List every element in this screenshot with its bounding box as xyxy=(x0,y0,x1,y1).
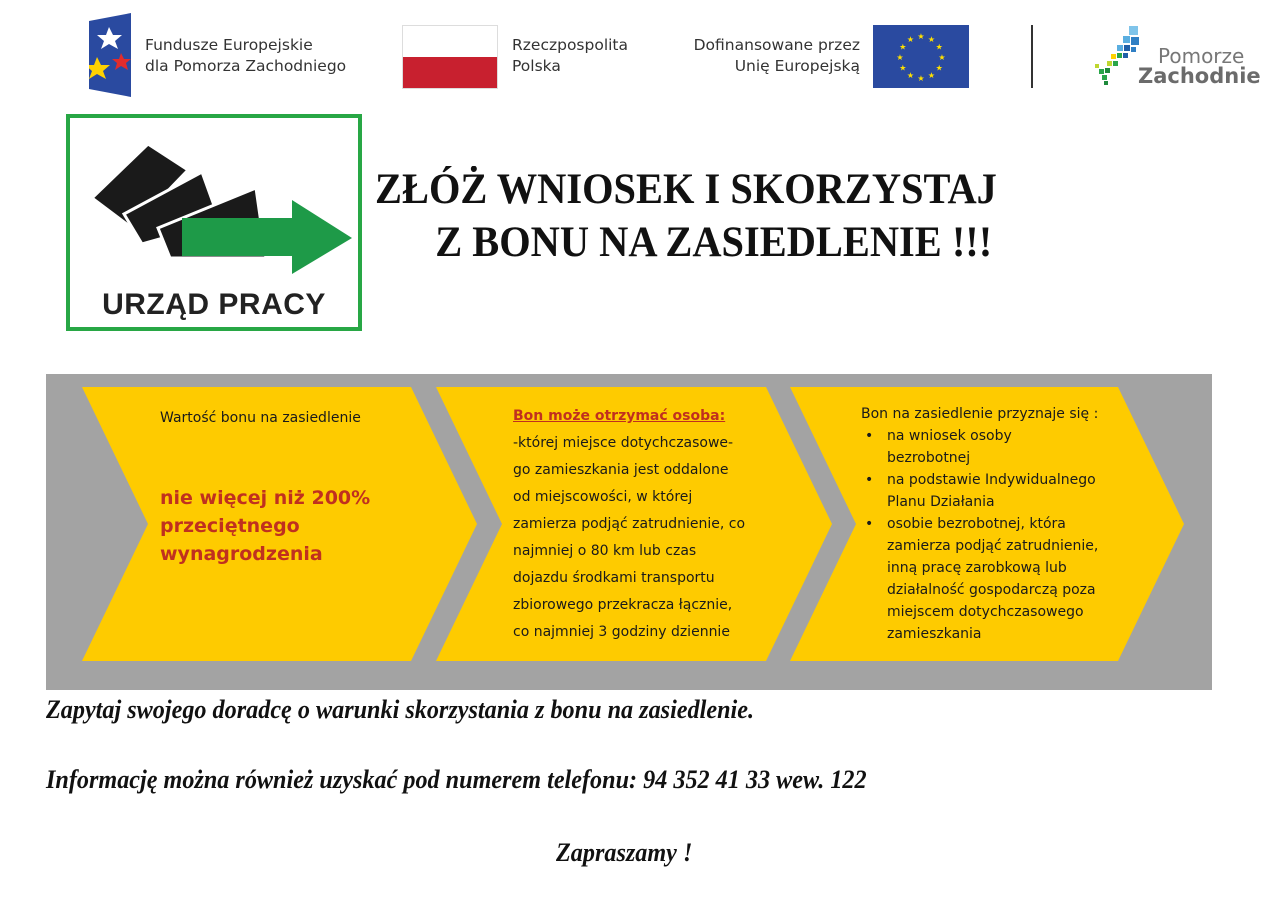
svg-text:★: ★ xyxy=(917,74,925,83)
panel-2-line: zbiorowego przekracza łącznie, xyxy=(513,597,733,613)
svg-text:★: ★ xyxy=(938,53,946,62)
eu-cofinanced-text xyxy=(665,35,860,77)
poland-line-1: Rzeczpospolita xyxy=(512,36,629,54)
header-divider xyxy=(1031,25,1033,88)
list-item: • na wniosek osoby bezrobotnej xyxy=(861,425,1161,469)
panel-2-line: dojazdu środkami transportu xyxy=(513,570,715,586)
panel-2 xyxy=(513,403,813,646)
list-item: • osobie bezrobotnej, która zamierza podjąć zatrudnienie, inną pracę zarobkową lub działalność gospodarczą poza miejscem dotychczasowego zamieszkania xyxy=(861,513,1161,645)
pomorze-zachodnie-text xyxy=(1138,44,1261,88)
panel-3 xyxy=(861,403,1161,645)
funds-line-1: Fundusze Europejskie xyxy=(145,36,313,54)
panel-2-line: -której miejsce dotychczasowe- xyxy=(513,435,734,451)
phone-info-text: Informację można również uzyskać pod numerem telefonu: 94 352 41 33 wew. 122 xyxy=(46,765,867,794)
panel-3-list xyxy=(861,425,1161,645)
svg-text:★: ★ xyxy=(899,42,907,52)
region-line-1: Pomorze xyxy=(1158,44,1245,68)
panel-3-title: Bon na zasiedlenie przyznaje się : xyxy=(861,406,1099,422)
headline-line-1: ZŁÓŻ WNIOSEK I SKORZYSTAJ xyxy=(375,166,997,213)
panel-2-line: od miejscowości, w której xyxy=(513,489,693,505)
rzeczpospolita-text xyxy=(512,35,628,77)
svg-text:★: ★ xyxy=(899,63,907,73)
highlight-line: wynagrodzenia xyxy=(160,543,323,565)
panel-1-title: Wartość bonu na zasiedlenie xyxy=(160,410,361,426)
panel-1-highlight xyxy=(160,484,370,568)
panel-2-line: co najmniej 3 godziny dziennie xyxy=(513,624,730,640)
fundusze-europejskie-logo-icon xyxy=(89,13,131,97)
svg-text:★: ★ xyxy=(906,34,915,44)
ask-advisor-text: Zapytaj swojego doradcę o warunki skorzystania z bonu na zasiedlenie. xyxy=(46,695,755,724)
highlight-line: przeciętnego xyxy=(160,515,300,537)
polish-flag-icon xyxy=(402,25,498,89)
invite-text: Zapraszamy ! xyxy=(556,838,693,867)
panel-2-title: Bon może otrzymać osoba: xyxy=(513,408,726,424)
headline-line-2: Z BONU NA ZASIEDLENIE !!! xyxy=(435,219,993,266)
svg-text:★: ★ xyxy=(906,71,915,81)
panel-2-line: go zamieszkania jest oddalone xyxy=(513,462,729,478)
urzad-pracy-logo xyxy=(66,114,362,331)
office-logo-label: URZĄD PRACY xyxy=(102,288,326,321)
svg-text:★: ★ xyxy=(917,32,925,41)
svg-text:★: ★ xyxy=(927,71,936,81)
svg-text:★: ★ xyxy=(935,63,943,73)
eu-line-2: Unię Europejską xyxy=(734,57,860,75)
svg-text:★: ★ xyxy=(896,53,904,62)
region-line-2: Zachodnie xyxy=(1138,64,1261,88)
info-band xyxy=(46,374,1212,690)
poland-line-2: Polska xyxy=(512,57,561,75)
eu-line-1: Dofinansowane przez xyxy=(693,36,860,54)
funds-line-2: dla Pomorza Zachodniego xyxy=(145,57,347,75)
svg-text:★: ★ xyxy=(927,34,936,44)
highlight-line: nie więcej niż 200% xyxy=(160,487,371,509)
eu-flag-icon xyxy=(873,25,969,88)
panel-2-line: najmniej o 80 km lub czas xyxy=(513,543,697,559)
fundusze-europejskie-text xyxy=(145,35,346,77)
panel-2-line: zamierza podjąć zatrudnienie, co xyxy=(513,516,746,532)
headline xyxy=(360,163,1103,269)
svg-text:★: ★ xyxy=(935,42,943,52)
list-item: • na podstawie Indywidualnego Planu Działania xyxy=(861,469,1161,513)
